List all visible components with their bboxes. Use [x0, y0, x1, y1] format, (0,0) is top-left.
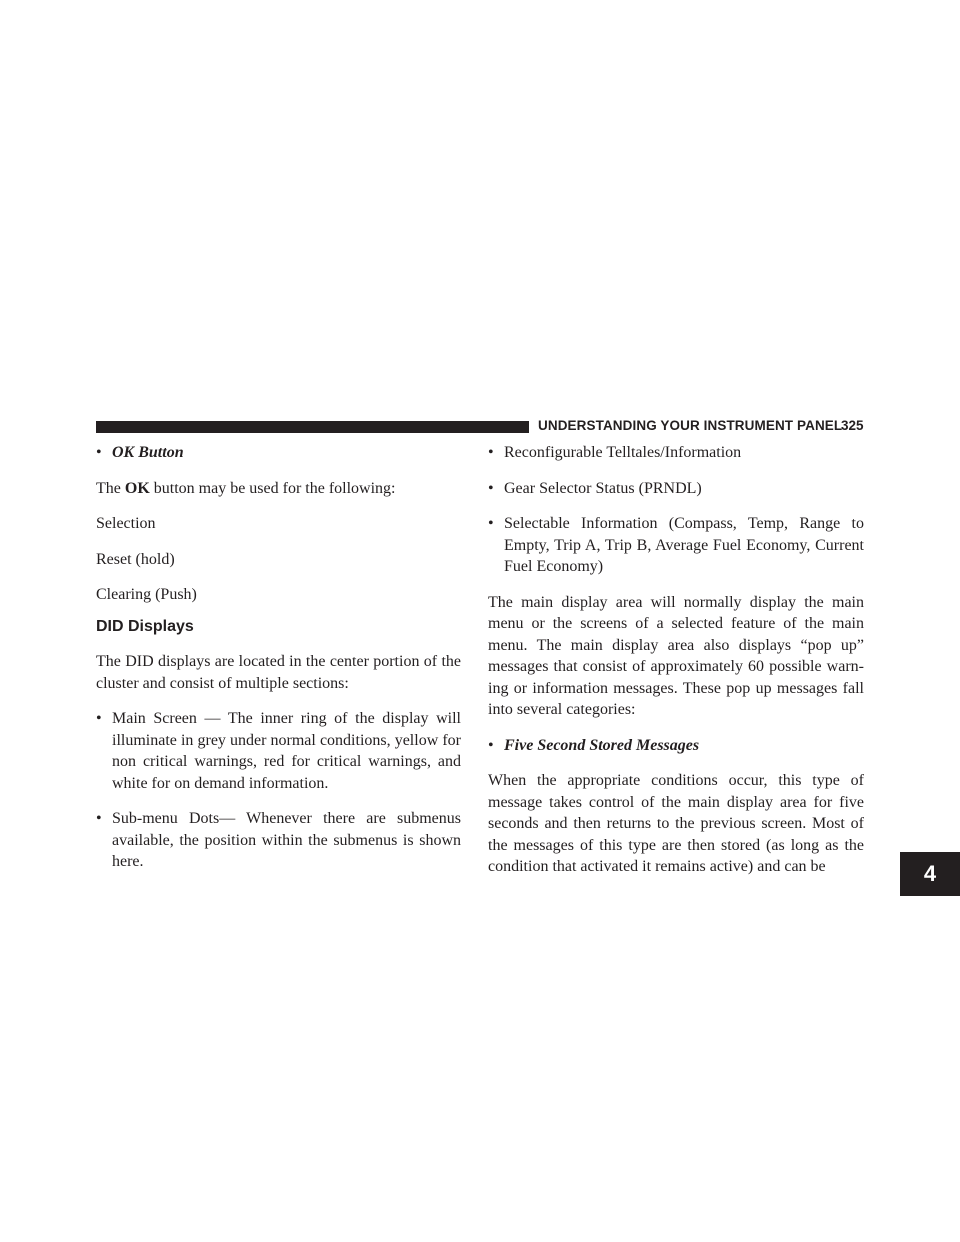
line-clearing: Clearing (Push) — [96, 586, 197, 603]
main-display-paragraph: The main display area will normally display the main menu or the screens of a selected feature of the main menu. The main display area also displays “pop up” messages that consist of approximately 60 possible warn- ing or information messages. These pop up messages fall into several categories: — [488, 593, 864, 718]
line-selection: Selection — [96, 515, 156, 532]
running-header-title: UNDERSTANDING YOUR INSTRUMENT PANEL — [538, 418, 843, 433]
chapter-tab: 4 — [900, 852, 960, 896]
bullet-main-screen: • Main Screen — The inner ring of the display will illuminate in grey under normal conditions, yellow for non critical warnings, red for critical warnings, and white for on demand information. — [96, 708, 461, 794]
page-number: 325 — [841, 418, 864, 433]
bullet-reconfigurable-telltales: • Reconfigurable Telltales/Information — [488, 442, 864, 464]
ok-intro-prefix: The — [96, 479, 125, 497]
header-rule — [96, 421, 529, 433]
ok-button-bullet-text: OK Button — [112, 444, 184, 461]
bullet-submenu-dots: • Sub-menu Dots— Whenever there are submenus available, the position within the submenus is shown here. — [96, 808, 461, 873]
did-intro-paragraph: The DID displays are located in the center portion of the cluster and consist of multiple sections: — [96, 653, 461, 692]
five-second-bullet — [488, 735, 864, 757]
line-reset: Reset (hold) — [96, 550, 175, 568]
bullet-gear-selector: • Gear Selector Status (PRNDL) — [488, 478, 864, 500]
five-second-bullet-text: Five Second Stored Messages — [504, 736, 700, 754]
ok-intro-suffix: button may be used for the following: — [149, 479, 396, 497]
right-column — [488, 440, 864, 878]
section-heading-did-displays: DID Displays — [96, 617, 194, 635]
ok-button-bullet — [96, 442, 461, 464]
ok-button-intro — [96, 478, 461, 500]
left-column — [96, 440, 461, 873]
five-second-paragraph: When the appropriate conditions occur, this type of message takes control of the main display area for five seconds and then returns to the previous screen. Most of the messages of this type are then stored (as long as the condition that activated it remains active) and can be — [488, 772, 864, 875]
ok-intro-bold: OK — [124, 479, 150, 497]
bullet-selectable-information: • Selectable Information (Compass, Temp, Range to Empty, Trip A, Trip B, Average Fuel Economy, Current Fuel Economy) — [488, 513, 864, 578]
